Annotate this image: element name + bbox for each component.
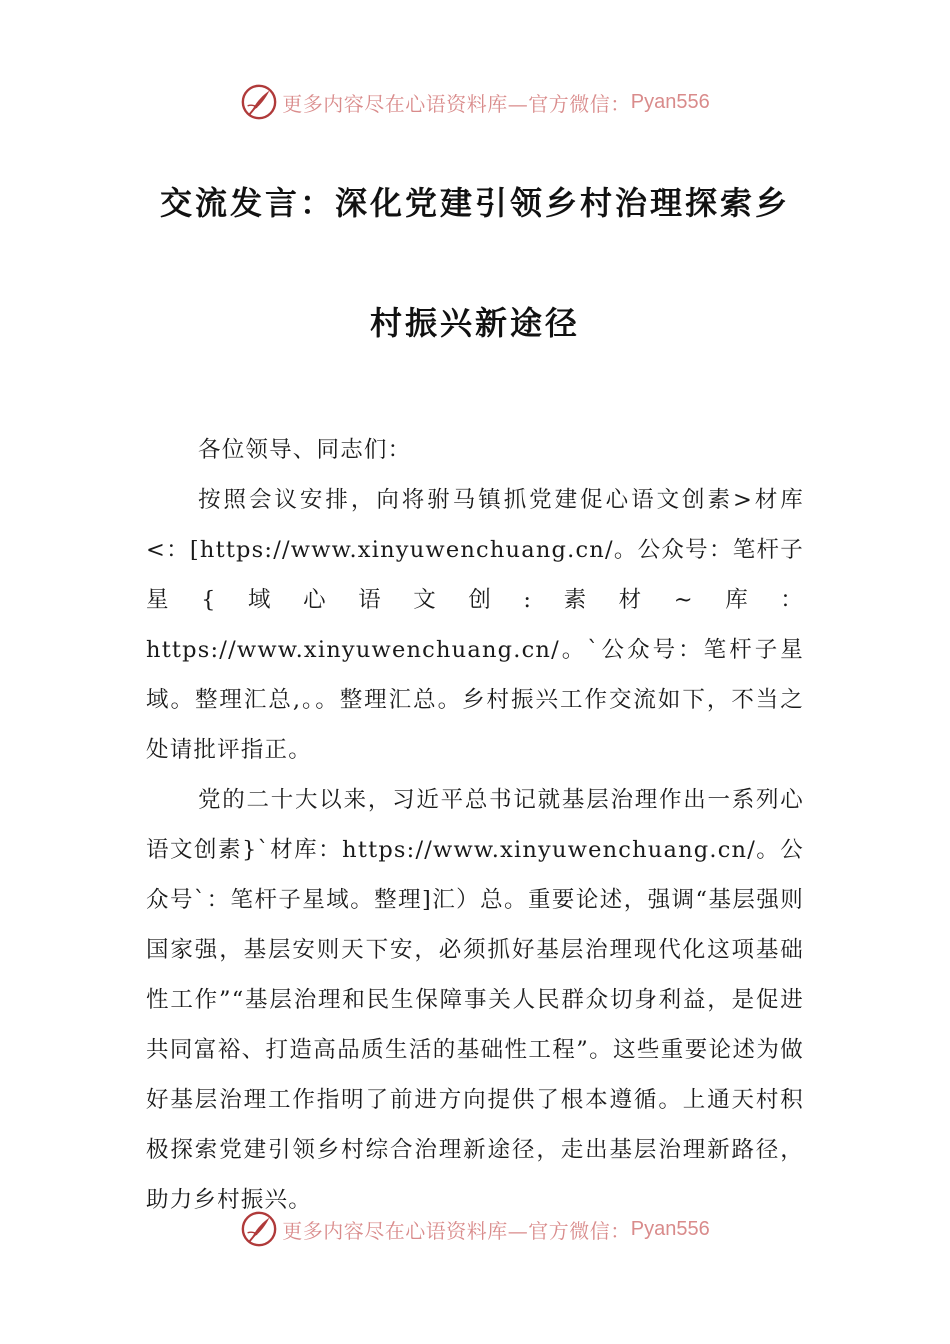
- header-banner: [0, 80, 950, 124]
- quill-pen-logo-icon: [240, 83, 278, 121]
- banner-wechat-id: Pyan556: [630, 1217, 710, 1240]
- salutation-text: 各位领导、同志们：: [198, 437, 412, 463]
- document-body: [146, 475, 804, 1225]
- banner-text: 更多内容尽在心语资料库—官方微信：: [282, 1218, 631, 1243]
- footer-banner: [0, 1207, 950, 1251]
- paragraph-2: 党的二十大以来，习近平总书记就基层治理作出一系列心语文创素}`材库：https://www.xinyuwenchuang.cn/。公众号`：笔杆子星域。整理]汇）总。重要论述，强调“基层强则国家强，基层安则天下安，必须抓好基层治理现代化这项基础性工作”“基层治理和民生保障事关人民群众切身利益，是促进共同富裕、打造高品质生活的基础性工程”。这些重要论述为做好基层治理工作指明了前进方向提供了根本遵循。上通天村积极探索党建引领乡村综合治理新途径，走出基层治理新路径，助力乡村振兴。: [146, 787, 804, 1213]
- paragraph-1: 按照会议安排，向将驸马镇抓党建促心语文创素>材库<：[https://www.xinyuwenchuang.cn/。公众号：笔杆子星{域心语文创:素材~库：https://www.xinyuwenchuang.cn/。`公众号：笔杆子星域。整理汇总,。。整理汇总。乡村振兴工作交流如下，不当之处请批评指正。: [146, 487, 804, 763]
- banner-text: 更多内容尽在心语资料库—官方微信：: [282, 91, 631, 116]
- page-title-line-1: 交流发言：深化党建引领乡村治理探索乡: [159, 184, 790, 222]
- salutation: [146, 425, 804, 475]
- quill-pen-logo-icon: [240, 1210, 278, 1248]
- page-title-line-2: 村振兴新途径: [369, 304, 580, 342]
- banner-wechat-id: Pyan556: [630, 90, 710, 113]
